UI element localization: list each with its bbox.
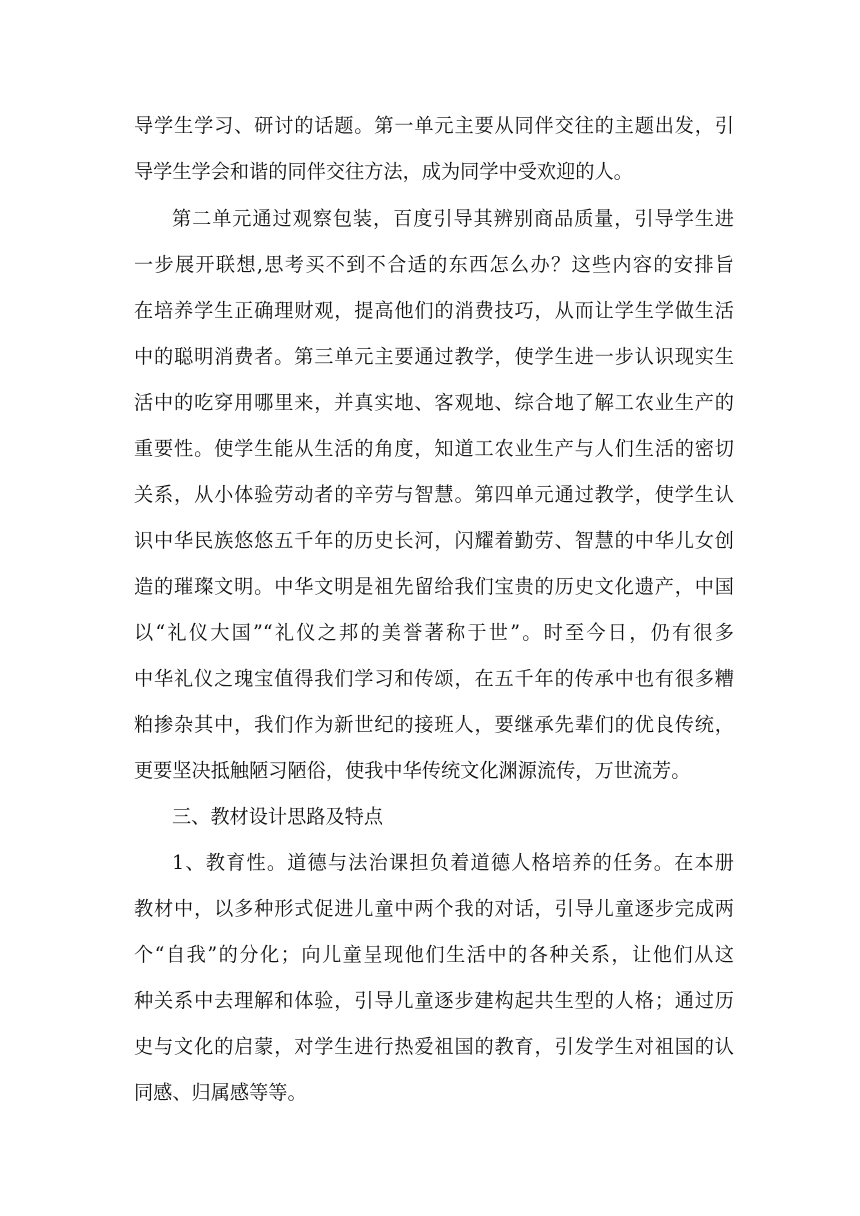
text-line: 识中华民族悠悠五千年的历史长河，闪耀着勤劳、智慧的中华儿女创 [134,529,734,552]
text-line: 种关系中去理解和体验，引导儿童逐步建构起共生型的人格；通过历 [134,989,734,1012]
text-line: 重要性。使学生能从生活的角度，知道工农业生产与人们生活的密切 [134,437,734,460]
text-line: 中的聪明消费者。第三单元主要通过教学，使学生进一步认识现实生 [134,345,734,368]
text-line: 在培养学生正确理财观，提高他们的消费技巧，从而让学生学做生活 [134,299,734,322]
text-line: 活中的吃穿用哪里来，并真实地、客观地、综合地了解工农业生产的 [134,391,734,414]
text-line: 中华礼仪之瑰宝值得我们学习和传颂，在五千年的传承中也有很多糟 [134,667,734,690]
text-line: 导学生学会和谐的同伴交往方法，成为同学中受欢迎的人。 [134,160,633,183]
section-heading: 三、教材设计思路及特点 [172,805,384,828]
text-line: 教材中，以多种形式促进儿童中两个我的对话，引导儿童逐步完成两 [134,897,734,920]
text-line: 史与文化的启蒙，对学生进行热爱祖国的教育，引发学生对祖国的认 [134,1035,734,1058]
text-line: 导学生学习、研讨的话题。第一单元主要从同伴交往的主题出发，引 [134,114,734,137]
text-line: 以“礼仪大国”“礼仪之邦的美誉著称于世”。时至今日，仍有很多 [134,621,734,644]
paragraph-first-line: 1、教育性。道德与法治课担负着道德人格培养的任务。在本册 [172,851,734,874]
paragraph-first-line: 第二单元通过观察包装，百度引导其辨别商品质量，引导学生进 [172,207,734,230]
text-line: 一步展开联想,思考买不到不合适的东西怎么办？这些内容的安排旨 [134,253,734,276]
text-line: 更要坚决抵触陋习陋俗，使我中华传统文化渊源流传，万世流芳。 [134,759,691,782]
text-line: 个“自我”的分化；向儿童呈现他们生活中的各种关系，让他们从这 [134,943,734,966]
text-line: 造的璀璨文明。中华文明是祖先留给我们宝贵的历史文化遗产，中国 [134,575,734,598]
text-line: 关系，从小体验劳动者的辛劳与智慧。第四单元通过教学，使学生认 [134,483,734,506]
text-line: 粕掺杂其中，我们作为新世纪的接班人，要继承先辈们的优良传统， [134,713,734,736]
text-line: 同感、归属感等等。 [134,1081,307,1104]
